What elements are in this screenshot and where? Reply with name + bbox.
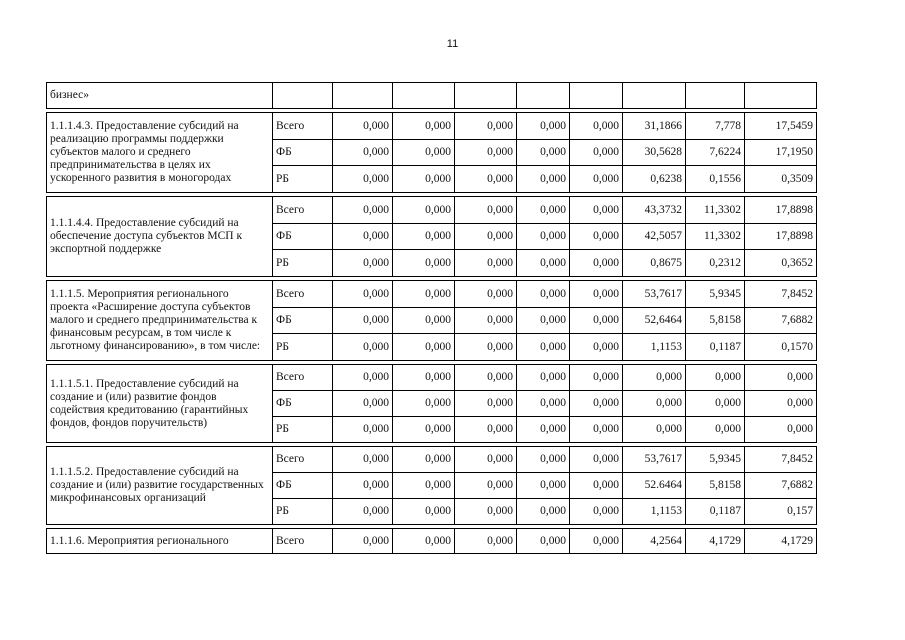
value-cell: 0,000 bbox=[333, 473, 393, 499]
value-cell: 0,000 bbox=[570, 529, 623, 554]
value-cell: 17,8898 bbox=[745, 224, 817, 250]
value-cell: 1,1153 bbox=[623, 334, 686, 361]
value-cell: 0,000 bbox=[393, 166, 455, 193]
page-number: 11 bbox=[446, 38, 459, 50]
value-cell: 7,778 bbox=[686, 113, 745, 140]
table-row bbox=[47, 197, 817, 224]
value-cell: 31,1866 bbox=[623, 113, 686, 140]
value-cell: 0,000 bbox=[517, 166, 570, 193]
empty-cell bbox=[745, 83, 817, 109]
value-cell: 0,000 bbox=[570, 197, 623, 224]
value-cell: 0,000 bbox=[455, 391, 517, 417]
table-row bbox=[47, 83, 817, 109]
value-cell: 0,000 bbox=[745, 417, 817, 443]
value-cell: 43,3732 bbox=[623, 197, 686, 224]
row-name: бизнес» bbox=[47, 83, 273, 109]
value-cell: 0,000 bbox=[333, 166, 393, 193]
funding-source: РБ bbox=[273, 334, 333, 361]
value-cell: 7,6882 bbox=[745, 473, 817, 499]
value-cell: 17,5459 bbox=[745, 113, 817, 140]
value-cell: 0,157 bbox=[745, 499, 817, 525]
value-cell: 0,000 bbox=[333, 281, 393, 308]
row-name: 1.1.1.4.4. Предоставление субсидий на обеспечение доступа субъектов МСП к экспортной поддержке bbox=[47, 197, 273, 277]
row-name: 1.1.1.4.3. Предоставление субсидий на реализацию программы поддержки субъектов малого и среднего предпринимательства в целях их ускоренного развития в моногородах bbox=[47, 113, 273, 193]
funding-source: РБ bbox=[273, 417, 333, 443]
value-cell: 0,000 bbox=[393, 140, 455, 166]
value-cell: 0,000 bbox=[393, 334, 455, 361]
value-cell: 0,000 bbox=[686, 365, 745, 391]
value-cell: 0,3652 bbox=[745, 250, 817, 277]
funding-source: РБ bbox=[273, 166, 333, 193]
value-cell: 0,3509 bbox=[745, 166, 817, 193]
value-cell: 0,000 bbox=[333, 334, 393, 361]
value-cell: 4,1729 bbox=[745, 529, 817, 554]
value-cell: 0,000 bbox=[517, 447, 570, 473]
value-cell: 0,1556 bbox=[686, 166, 745, 193]
table-row bbox=[47, 365, 817, 391]
value-cell: 0,000 bbox=[570, 365, 623, 391]
empty-cell bbox=[623, 83, 686, 109]
funding-source: ФБ bbox=[273, 140, 333, 166]
value-cell: 0,000 bbox=[570, 224, 623, 250]
value-cell: 0,000 bbox=[623, 365, 686, 391]
value-cell: 0,000 bbox=[570, 473, 623, 499]
empty-cell bbox=[455, 83, 517, 109]
value-cell: 0,000 bbox=[517, 140, 570, 166]
value-cell: 5,9345 bbox=[686, 447, 745, 473]
funding-source: Всего bbox=[273, 113, 333, 140]
value-cell: 42,5057 bbox=[623, 224, 686, 250]
value-cell: 0,000 bbox=[393, 365, 455, 391]
value-cell: 0,000 bbox=[517, 473, 570, 499]
value-cell: 0,000 bbox=[570, 499, 623, 525]
value-cell: 1,1153 bbox=[623, 499, 686, 525]
value-cell: 0,000 bbox=[393, 308, 455, 334]
value-cell: 17,8898 bbox=[745, 197, 817, 224]
value-cell: 0,000 bbox=[570, 447, 623, 473]
funding-source: Всего bbox=[273, 281, 333, 308]
value-cell: 0,000 bbox=[623, 391, 686, 417]
table-body bbox=[47, 83, 817, 554]
value-cell: 4,1729 bbox=[686, 529, 745, 554]
empty-cell bbox=[333, 83, 393, 109]
funding-source: РБ bbox=[273, 250, 333, 277]
value-cell: 11,3302 bbox=[686, 197, 745, 224]
funding-source: Всего bbox=[273, 365, 333, 391]
value-cell: 0,6238 bbox=[623, 166, 686, 193]
value-cell: 0,000 bbox=[517, 224, 570, 250]
empty-cell bbox=[570, 83, 623, 109]
value-cell: 0,000 bbox=[517, 499, 570, 525]
value-cell: 0,000 bbox=[745, 391, 817, 417]
value-cell: 0,000 bbox=[455, 334, 517, 361]
value-cell: 4,2564 bbox=[623, 529, 686, 554]
empty-cell bbox=[686, 83, 745, 109]
value-cell: 0,000 bbox=[333, 529, 393, 554]
value-cell: 0,1570 bbox=[745, 334, 817, 361]
value-cell: 0,000 bbox=[333, 113, 393, 140]
value-cell: 0,000 bbox=[686, 417, 745, 443]
value-cell: 5,8158 bbox=[686, 308, 745, 334]
value-cell: 0,000 bbox=[333, 224, 393, 250]
value-cell: 0,000 bbox=[570, 308, 623, 334]
value-cell: 0,000 bbox=[393, 281, 455, 308]
value-cell: 0,000 bbox=[517, 334, 570, 361]
value-cell: 0,000 bbox=[570, 140, 623, 166]
value-cell: 0,000 bbox=[517, 365, 570, 391]
funding-source: Всего bbox=[273, 529, 333, 554]
value-cell: 0,000 bbox=[455, 224, 517, 250]
value-cell: 0,000 bbox=[570, 250, 623, 277]
value-cell: 0,000 bbox=[455, 166, 517, 193]
funding-source: ФБ bbox=[273, 473, 333, 499]
value-cell: 0,000 bbox=[570, 166, 623, 193]
value-cell: 52,6464 bbox=[623, 308, 686, 334]
value-cell: 0,8675 bbox=[623, 250, 686, 277]
value-cell: 0,000 bbox=[745, 365, 817, 391]
value-cell: 0,2312 bbox=[686, 250, 745, 277]
value-cell: 0,000 bbox=[393, 417, 455, 443]
value-cell: 0,000 bbox=[333, 140, 393, 166]
funding-source: Всего bbox=[273, 447, 333, 473]
funding-source: РБ bbox=[273, 499, 333, 525]
value-cell: 0,000 bbox=[455, 250, 517, 277]
value-cell: 0,000 bbox=[333, 499, 393, 525]
table-row bbox=[47, 447, 817, 473]
value-cell: 7,6882 bbox=[745, 308, 817, 334]
value-cell: 0,000 bbox=[570, 391, 623, 417]
value-cell: 7,8452 bbox=[745, 447, 817, 473]
funding-source: ФБ bbox=[273, 308, 333, 334]
value-cell: 0,000 bbox=[333, 365, 393, 391]
value-cell: 17,1950 bbox=[745, 140, 817, 166]
row-name: 1.1.1.5.2. Предоставление субсидий на создание и (или) развитие государственных микрофинансовых организаций bbox=[47, 447, 273, 525]
table-row bbox=[47, 281, 817, 308]
value-cell: 0,000 bbox=[333, 391, 393, 417]
value-cell: 0,000 bbox=[517, 308, 570, 334]
table-row bbox=[47, 113, 817, 140]
value-cell: 0,000 bbox=[455, 140, 517, 166]
value-cell: 0,000 bbox=[455, 365, 517, 391]
row-name: 1.1.1.5.1. Предоставление субсидий на создание и (или) развитие фондов содействия кредитованию (гарантийных фондов, фондов поручительств) bbox=[47, 365, 273, 443]
value-cell: 0,000 bbox=[393, 447, 455, 473]
empty-cell bbox=[517, 83, 570, 109]
value-cell: 0,000 bbox=[455, 529, 517, 554]
table-row bbox=[47, 529, 817, 554]
value-cell: 0,000 bbox=[686, 391, 745, 417]
value-cell: 0,000 bbox=[570, 281, 623, 308]
value-cell: 0,1187 bbox=[686, 334, 745, 361]
budget-table bbox=[46, 82, 817, 554]
value-cell: 0,000 bbox=[517, 417, 570, 443]
value-cell: 0,000 bbox=[333, 308, 393, 334]
value-cell: 7,6224 bbox=[686, 140, 745, 166]
value-cell: 0,000 bbox=[393, 473, 455, 499]
empty-cell bbox=[393, 83, 455, 109]
value-cell: 0,000 bbox=[393, 529, 455, 554]
value-cell: 0,000 bbox=[455, 499, 517, 525]
value-cell: 52.6464 bbox=[623, 473, 686, 499]
value-cell: 11,3302 bbox=[686, 224, 745, 250]
value-cell: 0,000 bbox=[517, 250, 570, 277]
value-cell: 0,000 bbox=[455, 447, 517, 473]
value-cell: 0,000 bbox=[570, 113, 623, 140]
row-name: 1.1.1.6. Мероприятия регионального bbox=[47, 529, 273, 554]
value-cell: 53,7617 bbox=[623, 281, 686, 308]
value-cell: 30,5628 bbox=[623, 140, 686, 166]
value-cell: 0,000 bbox=[517, 529, 570, 554]
value-cell: 0,000 bbox=[570, 334, 623, 361]
value-cell: 0,000 bbox=[393, 113, 455, 140]
value-cell: 0,1187 bbox=[686, 499, 745, 525]
value-cell: 0,000 bbox=[393, 391, 455, 417]
funding-source: ФБ bbox=[273, 224, 333, 250]
value-cell: 0,000 bbox=[570, 417, 623, 443]
value-cell: 0,000 bbox=[455, 197, 517, 224]
value-cell: 5,9345 bbox=[686, 281, 745, 308]
value-cell: 0,000 bbox=[623, 417, 686, 443]
value-cell: 53,7617 bbox=[623, 447, 686, 473]
value-cell: 0,000 bbox=[455, 281, 517, 308]
value-cell: 0,000 bbox=[393, 224, 455, 250]
funding-source: Всего bbox=[273, 197, 333, 224]
empty-cell bbox=[273, 83, 333, 109]
value-cell: 7,8452 bbox=[745, 281, 817, 308]
value-cell: 0,000 bbox=[393, 197, 455, 224]
value-cell: 5,8158 bbox=[686, 473, 745, 499]
value-cell: 0,000 bbox=[455, 308, 517, 334]
value-cell: 0,000 bbox=[517, 113, 570, 140]
value-cell: 0,000 bbox=[393, 250, 455, 277]
value-cell: 0,000 bbox=[517, 281, 570, 308]
value-cell: 0,000 bbox=[455, 417, 517, 443]
value-cell: 0,000 bbox=[333, 417, 393, 443]
value-cell: 0,000 bbox=[455, 113, 517, 140]
row-name: 1.1.1.5. Мероприятия регионального проекта «Расширение доступа субъектов малого и среднего предпринимательства к финансовым ресурсам, в том числе к льготному финансированию», в том числе: bbox=[47, 281, 273, 361]
value-cell: 0,000 bbox=[333, 250, 393, 277]
value-cell: 0,000 bbox=[517, 391, 570, 417]
value-cell: 0,000 bbox=[393, 499, 455, 525]
value-cell: 0,000 bbox=[517, 197, 570, 224]
value-cell: 0,000 bbox=[455, 473, 517, 499]
value-cell: 0,000 bbox=[333, 197, 393, 224]
value-cell: 0,000 bbox=[333, 447, 393, 473]
funding-source: ФБ bbox=[273, 391, 333, 417]
